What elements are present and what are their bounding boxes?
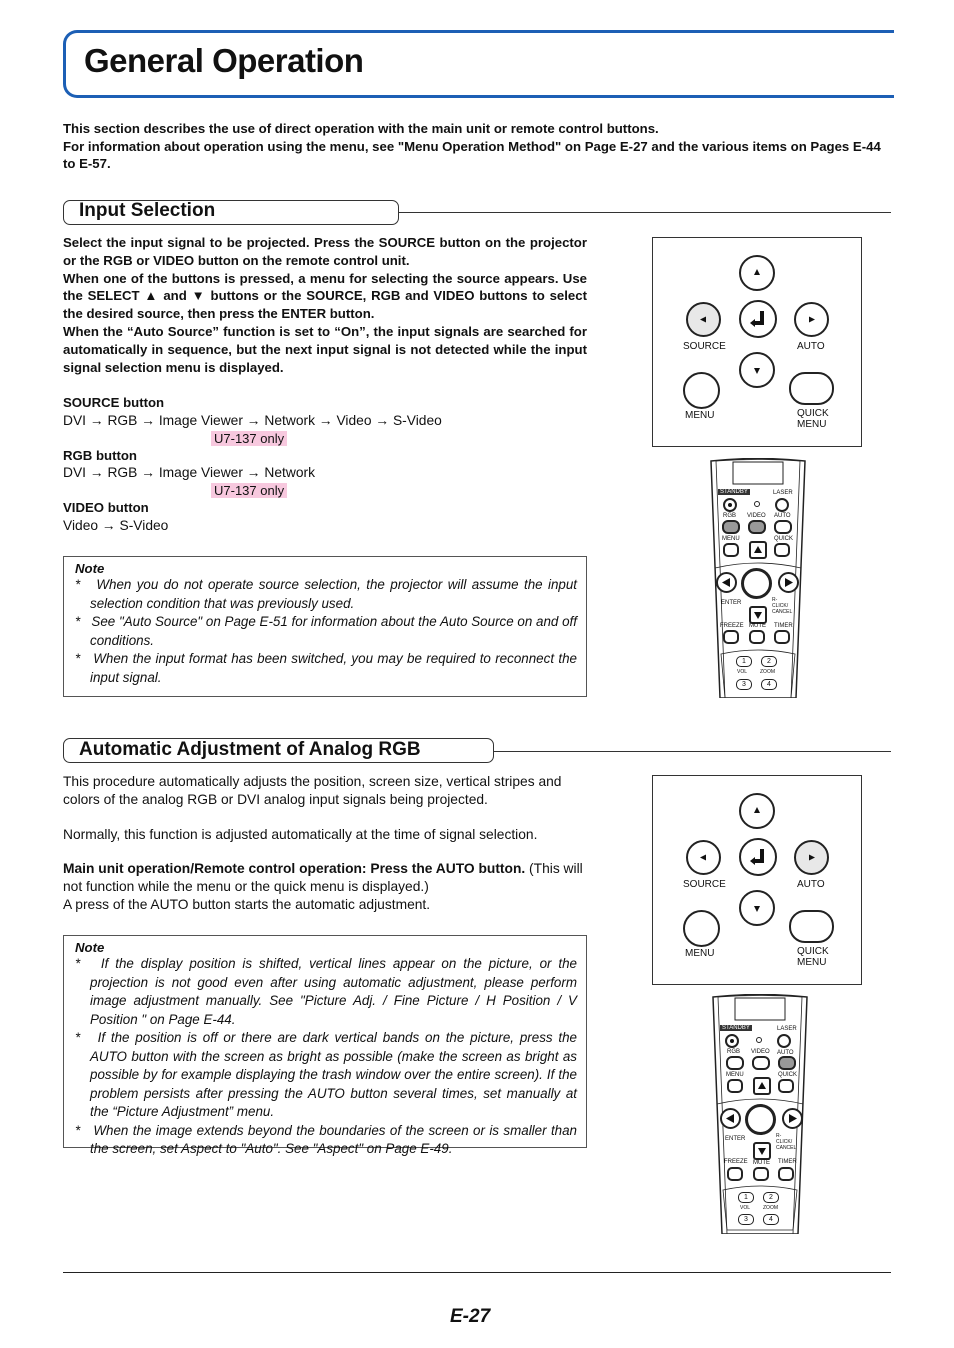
remote-enter-label: ENTER — [721, 600, 742, 606]
menu-button — [683, 372, 720, 409]
up-button — [739, 255, 775, 291]
auto-para-2: Normally, this function is adjusted automatically at the time of signal selection. — [63, 826, 538, 842]
remote-standby-button — [723, 498, 737, 512]
remote-menu-button — [723, 543, 739, 557]
remote-down-button — [753, 1142, 771, 1160]
source-button — [686, 840, 721, 875]
remote-standby-label: STANDBY — [722, 1025, 750, 1031]
remote-up-button — [749, 541, 767, 559]
remote-rgb-button — [726, 1056, 744, 1070]
remote-freeze-button — [723, 630, 739, 644]
remote-enter-label: ENTER — [725, 1136, 746, 1142]
remote-laser-label: LASER — [773, 490, 793, 496]
source-sequence: DVI → RGB → Image Viewer → Network → Video → S-Video — [63, 412, 442, 428]
source-model-tag: U7-137 only — [211, 431, 287, 446]
remote-timer-label: TIMER — [778, 1159, 797, 1165]
remote-enter-button — [745, 1104, 776, 1135]
remote-left-button — [720, 1108, 741, 1129]
remote-rgb-label: RGB — [723, 513, 737, 519]
remote-mute-button — [753, 1167, 769, 1181]
input-para-1: Select the input signal to be projected. Press the SOURCE button on the projector or the RGB or VIDEO button on the remote control unit. — [63, 235, 587, 268]
remote-indicator-icon — [756, 1037, 762, 1043]
remote-freeze-button — [727, 1167, 743, 1181]
note-title-2: Note — [75, 940, 105, 955]
source-label: SOURCE — [683, 879, 726, 890]
down-button — [739, 890, 775, 926]
source-label: SOURCE — [683, 341, 726, 352]
remote-auto-button — [778, 1056, 796, 1070]
remote-auto-button — [774, 520, 792, 534]
quick-menu-label: QUICK MENU — [797, 408, 829, 430]
page-number: E-27 — [450, 1306, 491, 1327]
remote-standby-label: STANDBY — [720, 489, 748, 495]
section-rule-2 — [493, 751, 891, 752]
remote-left-button — [716, 572, 737, 593]
note-2-item-3: * When the image extends beyond the boundaries of the screen or is smaller than the screen, set Aspect to "Auto". See "Aspect" on Page E-49. — [75, 1122, 578, 1156]
remote-right-button — [782, 1108, 803, 1129]
remote-quick-button — [778, 1079, 794, 1093]
remote-laser-button — [775, 498, 789, 512]
auto-para-3: Main unit operation/Remote control operation: Press the AUTO button. (This will not function while the menu or the quick menu is displayed.) — [63, 861, 583, 895]
remote-key-4: 4 — [763, 1214, 779, 1225]
remote-laser-button — [777, 1034, 791, 1048]
remote-video-label: VIDEO — [751, 1049, 770, 1055]
remote-key-1: 1 — [738, 1192, 754, 1203]
remote-laser-label: LASER — [777, 1026, 797, 1032]
auto-para-4: A press of the AUTO button starts the automatic adjustment. — [63, 896, 431, 912]
auto-para-1: This procedure automatically adjusts the position, screen size, vertical stripes and colors of the analog RGB or DVI analog input signals being projected. — [63, 774, 562, 807]
rgb-sequence: DVI → RGB → Image Viewer → Network — [63, 465, 315, 481]
auto-label: AUTO — [797, 341, 825, 352]
remote-auto-label: AUTO — [777, 1050, 794, 1056]
remote-right-button — [778, 572, 799, 593]
auto-button — [794, 840, 829, 875]
source-button-heading: SOURCE button — [63, 395, 165, 410]
remote-menu-label: MENU — [726, 1072, 744, 1078]
remote-vol-label: VOL — [740, 1205, 751, 1211]
intro-line-1: This section describes the use of direct operation with the main unit or remote control buttons. — [63, 121, 659, 136]
control-panel-figure-1 — [652, 237, 862, 447]
note-1-item-1: * When you do not operate source selection, the projector will assume the input selection condition that was previously used. — [75, 577, 578, 611]
down-button — [739, 352, 775, 388]
remote-auto-label: AUTO — [774, 513, 791, 519]
auto-label: AUTO — [797, 879, 825, 890]
note-title-1: Note — [75, 561, 105, 576]
remote-indicator-icon — [754, 501, 760, 507]
quick-menu-label: QUICK MENU — [797, 946, 829, 968]
note-box-1 — [63, 556, 587, 697]
input-para-2: When one of the buttons is pressed, a menu for selecting the source appears. Use the SELECT ▲ and ▼ buttons or the SOURCE, RGB and VIDEO buttons to select the desired source, then press the ENTER button. — [63, 270, 587, 322]
intro-text — [63, 120, 893, 173]
remote-zoom-label: ZOOM — [760, 669, 775, 675]
note-2-item-2: * If the position is off or there are dark vertical bands on the picture, press the AUTO button with the screen as bright as possible (make the screen as bright as possible by for example displaying the trash window over the entire screen). If the problem persists after pressing the AUTO button several times, set manually at the “Picture Adjustment” menu. — [75, 1030, 577, 1119]
remote-key-2: 2 — [761, 656, 777, 667]
remote-enter-button — [741, 568, 772, 599]
remote-mute-label: MUTE — [753, 1160, 770, 1166]
remote-video-label: VIDEO — [747, 513, 766, 519]
auto-adjust-heading: Automatic Adjustment of Analog RGB — [79, 739, 421, 760]
quick-menu-button — [789, 910, 834, 943]
remote-video-button — [748, 520, 766, 534]
note-1-item-2: * See "Auto Source" on Page E-51 for information about the Auto Source on and off conditions. — [75, 614, 577, 648]
remote-video-button — [752, 1056, 770, 1070]
remote-mute-button — [749, 630, 765, 644]
intro-line-2: For information about operation using the menu, see "Menu Operation Method" on Page E-27 and the various items on Pages E-44 to E-57. — [63, 138, 881, 171]
remote-up-button — [753, 1077, 771, 1095]
remote-key-3: 3 — [736, 679, 752, 690]
remote-quick-button — [774, 543, 790, 557]
remote-menu-button — [727, 1079, 743, 1093]
video-sequence: Video → S-Video — [63, 517, 169, 533]
auto-adjust-body — [63, 773, 590, 914]
remote-vol-label: VOL — [737, 669, 748, 675]
note-2-item-1: * If the display position is shifted, vertical lines appear on the picture, or the projection is not good even after using automatic adjustment, please perform image adjustment manually. See "Picture Adj. / Fine Picture / H Position / V Position " on Page E-44. — [75, 956, 577, 1027]
remote-timer-button — [774, 630, 790, 644]
input-para-3: When the “Auto Source” function is set to “On”, the input signals are searched for automatically in sequence, but the next input signal is not detected while the input signal selection menu is displayed. — [63, 323, 587, 375]
footer-rule — [63, 1272, 891, 1273]
remote-timer-button — [778, 1167, 794, 1181]
remote-key-2: 2 — [763, 1192, 779, 1203]
remote-standby-button — [725, 1034, 739, 1048]
remote-mute-label: MUTE — [749, 623, 766, 629]
rgb-model-tag: U7-137 only — [211, 483, 287, 498]
section-rule — [398, 212, 891, 213]
up-button — [739, 793, 775, 829]
remote-rclick-label: R-CLICK/ CANCEL — [776, 1133, 797, 1151]
remote-timer-label: TIMER — [774, 623, 793, 629]
rgb-button-heading: RGB button — [63, 447, 137, 463]
input-selection-heading: Input Selection — [79, 200, 216, 221]
quick-menu-button — [789, 372, 834, 405]
remote-key-4: 4 — [761, 679, 777, 690]
menu-button — [683, 910, 720, 947]
menu-label: MENU — [685, 948, 715, 959]
enter-button — [739, 838, 777, 876]
remote-rgb-button — [722, 520, 740, 534]
remote-freeze-label: FREEZE — [724, 1159, 748, 1165]
remote-quick-label: QUICK — [778, 1072, 798, 1078]
note-box-2 — [63, 935, 587, 1156]
note-1-item-3: * When the input format has been switched, you may be required to reconnect the input signal. — [75, 651, 577, 685]
auto-button — [794, 302, 829, 337]
control-panel-figure-2 — [652, 775, 862, 985]
video-button-heading: VIDEO button — [63, 500, 149, 516]
remote-menu-label: MENU — [722, 536, 740, 542]
remote-rclick-label: R-CLICK/ CANCEL — [772, 597, 793, 615]
remote-quick-label: QUICK — [774, 536, 794, 542]
remote-key-1: 1 — [736, 656, 752, 667]
remote-key-3: 3 — [738, 1214, 754, 1225]
remote-down-button — [749, 606, 767, 624]
enter-button — [739, 300, 777, 338]
remote-rgb-label: RGB — [727, 1049, 741, 1055]
menu-label: MENU — [685, 410, 715, 421]
remote-zoom-label: ZOOM — [763, 1205, 778, 1211]
input-selection-body — [63, 234, 587, 376]
source-button — [686, 302, 721, 337]
source-sequences — [63, 394, 587, 535]
remote-freeze-label: FREEZE — [720, 623, 744, 629]
page-title: General Operation — [84, 42, 364, 79]
